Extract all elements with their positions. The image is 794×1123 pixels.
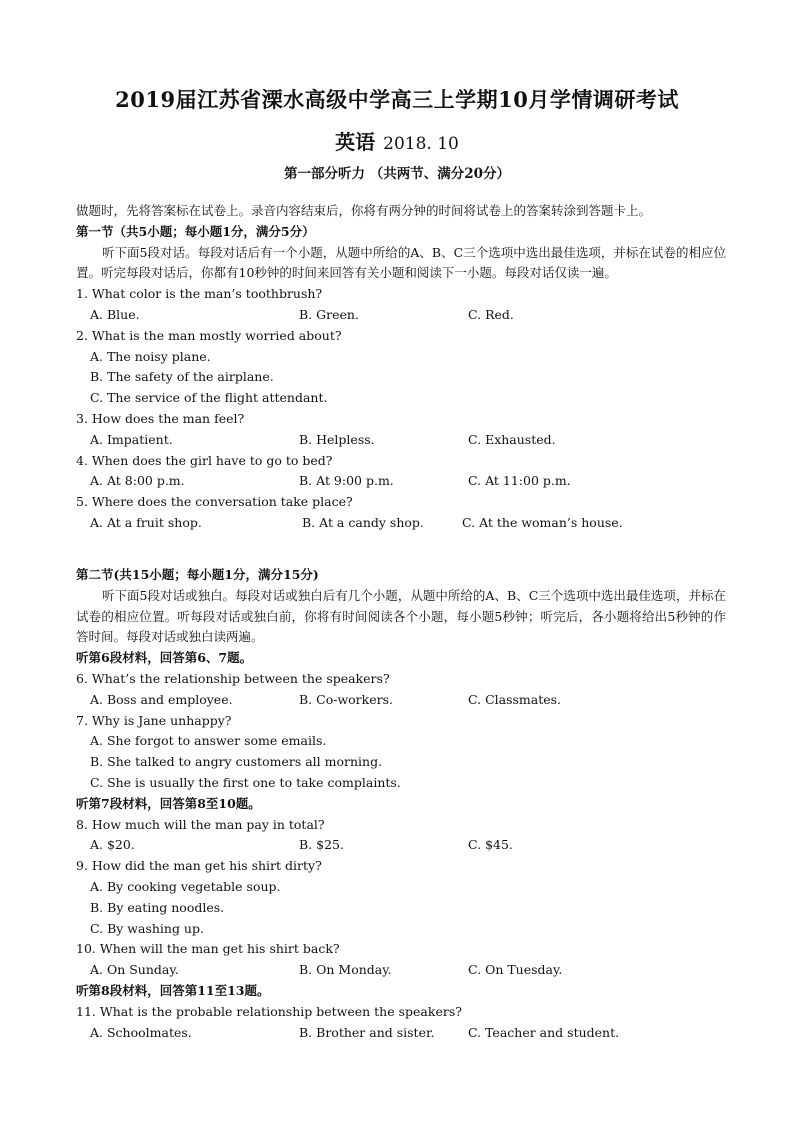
q10-option-a: A. On Sunday. xyxy=(90,962,179,978)
question-4-options xyxy=(76,471,726,492)
q9-option-c: C. By washing up. xyxy=(90,920,204,936)
material-6-label: 听第6段材料，回答第6、7题。 xyxy=(76,650,253,666)
q5-option-b: B. At a candy shop. xyxy=(302,514,424,530)
q5-option-c: C. At the woman’s house. xyxy=(462,514,623,530)
material-7-label: 听第7段材料，回答第8至10题。 xyxy=(76,795,261,811)
question-10-options xyxy=(76,960,726,981)
question-3-stem: 3. How does the man feel? xyxy=(76,410,245,426)
question-1-stem: 1. What color is the man’s toothbrush? xyxy=(76,286,323,302)
q11-option-a: A. Schoolmates. xyxy=(90,1024,192,1040)
subject-line xyxy=(0,126,794,155)
question-1-options xyxy=(76,305,726,326)
question-11-stem: 11. What is the probable relationship between the speakers? xyxy=(76,1003,462,1019)
q3-option-b: B. Helpless. xyxy=(299,431,375,447)
subject: 英语 xyxy=(335,130,376,154)
question-8-stem: 8. How much will the man pay in total? xyxy=(76,816,325,832)
question-5-stem: 5. Where does the conversation take place? xyxy=(76,494,353,510)
exam-title: 2019届江苏省溧水高级中学高三上学期10月学情调研考试 xyxy=(115,87,679,112)
q6-option-c: C. Classmates. xyxy=(468,691,562,707)
question-6-options xyxy=(76,690,726,711)
q7-option-c: C. She is usually the first one to take complaints. xyxy=(90,774,401,790)
question-4-stem: 4. When does the girl have to go to bed? xyxy=(76,452,333,468)
exam-date: 2018. 10 xyxy=(383,134,459,154)
question-9-stem: 9. How did the man get his shirt dirty? xyxy=(76,858,322,874)
q10-option-c: C. On Tuesday. xyxy=(468,962,563,978)
q8-option-a: A. $20. xyxy=(90,837,135,853)
q9-option-a: A. By cooking vegetable soup. xyxy=(90,878,281,894)
q4-option-a: A. At 8:00 p.m. xyxy=(90,473,185,489)
section-1-directions: 听下面5段对话。每段对话后有一个小题，从题中所给的A、B、C三个选项中选出最佳选项，并标在试卷的相应位置。听完每段对话后，你都有10秒钟的时间来回答有关小题和阅读下一小题。每段对话仅读一遍。 xyxy=(76,244,726,281)
q3-option-a: A. Impatient. xyxy=(90,431,173,447)
q9-option-b: B. By eating noodles. xyxy=(90,899,225,915)
section-1-block xyxy=(76,201,726,534)
q6-option-b: B. Co-workers. xyxy=(299,691,393,707)
q11-option-b: B. Brother and sister. xyxy=(299,1024,435,1040)
q10-option-b: B. On Monday. xyxy=(299,962,392,978)
section-1-heading: 第一节（共5小题；每小题1分，满分5分） xyxy=(76,223,315,239)
q6-option-a: A. Boss and employee. xyxy=(90,691,233,707)
question-2-stem: 2. What is the man mostly worried about? xyxy=(76,327,342,343)
q3-option-c: C. Exhausted. xyxy=(468,431,556,447)
material-8-label: 听第8段材料，回答第11至13题。 xyxy=(76,982,270,998)
q7-option-a: A. She forgot to answer some emails. xyxy=(90,733,327,749)
question-10-stem: 10. When will the man get his shirt back? xyxy=(76,941,340,957)
q2-option-a: A. The noisy plane. xyxy=(90,348,211,364)
question-6-stem: 6. What’s the relationship between the speakers? xyxy=(76,670,390,686)
q1-option-c: C. Red. xyxy=(468,306,514,322)
q1-option-a: A. Blue. xyxy=(90,306,140,322)
q4-option-b: B. At 9:00 p.m. xyxy=(299,473,394,489)
q8-option-b: B. $25. xyxy=(299,837,344,853)
q1-option-b: B. Green. xyxy=(299,306,359,322)
question-5-options xyxy=(76,513,726,534)
q11-option-c: C. Teacher and student. xyxy=(468,1024,620,1040)
section-2-block xyxy=(76,565,726,1043)
q5-option-a: A. At a fruit shop. xyxy=(90,514,202,530)
q2-option-b: B. The safety of the airplane. xyxy=(90,369,274,385)
part-title: 第一部分听力 （共两节、满分20分） xyxy=(284,166,510,182)
question-8-options xyxy=(76,835,726,856)
q7-option-b: B. She talked to angry customers all morning. xyxy=(90,754,383,770)
q4-option-c: C. At 11:00 p.m. xyxy=(468,473,571,489)
question-3-options xyxy=(76,430,726,451)
question-11-options xyxy=(76,1023,726,1044)
question-7-stem: 7. Why is Jane unhappy? xyxy=(76,712,232,728)
q2-option-c: C. The service of the flight attendant. xyxy=(90,390,328,406)
instructions: 做题时，先将答案标在试卷上。录音内容结束后，你将有两分钟的时间将试卷上的答案转涂到答题卡上。 xyxy=(76,203,652,218)
section-2-heading: 第二节(共15小题；每小题1分，满分15分) xyxy=(76,567,319,582)
section-2-directions: 听下面5段对话或独白。每段对话或独白后有几个小题，从题中所给的A、B、C三个选项中选出最佳选项，并标在试卷的相应位置。听每段对话或独白前，你将有时间阅读各个小题，每小题5秒钟；听完后，各小题将给出5秒钟的作答时间。每段对话或独白读两遍。 xyxy=(76,587,726,645)
q8-option-c: C. $45. xyxy=(468,837,513,853)
